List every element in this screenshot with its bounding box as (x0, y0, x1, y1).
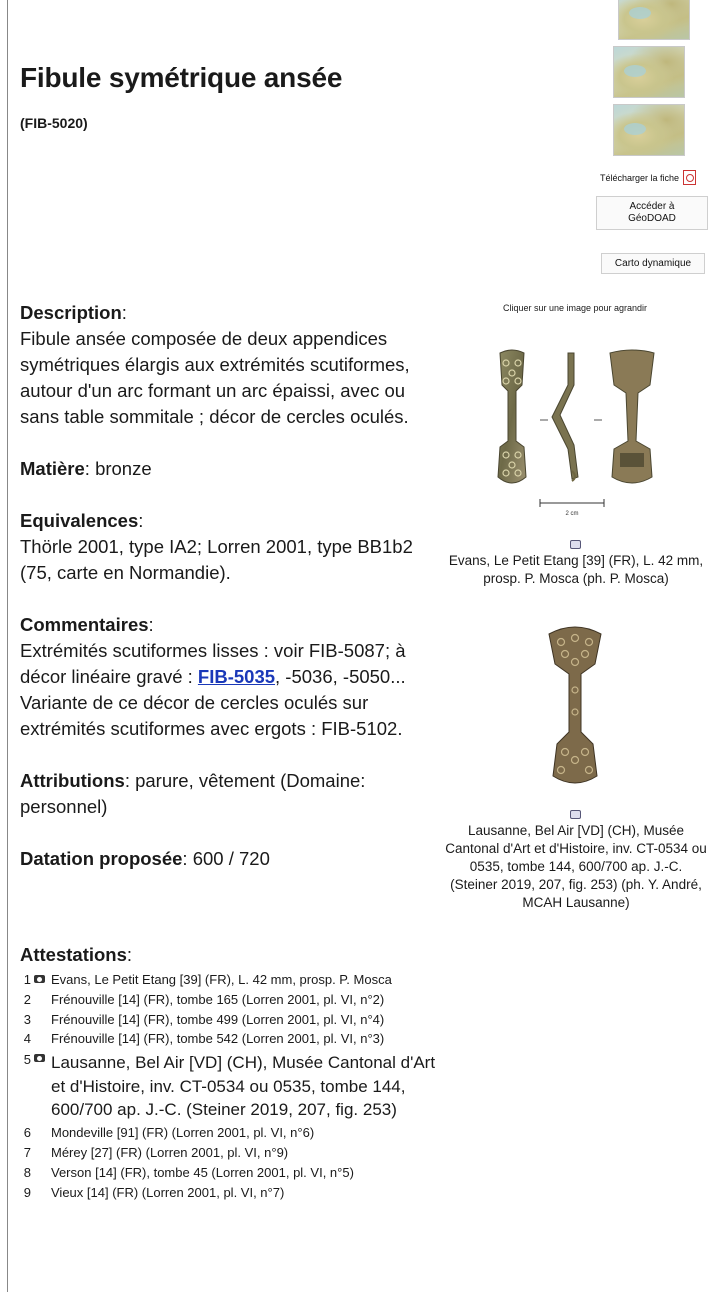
datation-text: 600 / 720 (192, 848, 270, 869)
attestation-number: 8 (23, 1165, 31, 1181)
attestation-icon-slot (31, 1165, 51, 1181)
equivalences-label: Equivalences (20, 510, 139, 531)
commentaires-text-after: , -5036, -5050... Variante de ce décor de cercles oculés sur extrémités scutiformes avec ergots : FIB-5102. (20, 666, 406, 739)
matiere-label: Matière (20, 458, 85, 479)
geodoad-button[interactable] (596, 196, 708, 230)
attestation-item[interactable] (20, 1125, 440, 1141)
camera-icon (34, 975, 45, 983)
attestation-icon-slot (31, 1145, 51, 1161)
attestation-number: 2 (23, 991, 31, 1007)
object-code: (FIB-5020) (20, 115, 88, 131)
attestation-number: 5 (23, 1052, 31, 1068)
camera-icon (34, 1054, 45, 1062)
attestation-icon-slot (31, 1012, 51, 1028)
description-text: Fibule ansée composée de deux appendices symétriques élargis aux extrémités scutiformes, autour d'un arc formant un arc épaissi, avec ou sans table sommitale ; décor de cercles oculés. (20, 328, 410, 427)
attestation-number: 1 (23, 972, 31, 987)
attestation-number: 7 (23, 1145, 31, 1161)
datation-section: Datation proposée: 600 / 720 (20, 848, 270, 869)
download-label[interactable]: Télécharger la fiche (599, 172, 679, 183)
attestation-number: 4 (23, 1031, 31, 1047)
attestation-number: 3 (23, 1011, 31, 1027)
geodoad-label-line2: GéoDOAD (628, 213, 676, 224)
description-label: Description (20, 302, 122, 323)
left-border (7, 0, 8, 1292)
matiere-section: Matière: bronze (20, 458, 152, 479)
attestation-item[interactable] (20, 1012, 440, 1028)
attestation-text: Evans, Le Petit Etang [39] (FR), L. 42 mm, prosp. P. Mosca (51, 972, 392, 987)
attestation-item[interactable] (20, 1165, 440, 1181)
equivalences-text: Thörle 2001, type IA2; Lorren 2001, type BB1b2 (75, carte en Normandie). (20, 536, 413, 583)
equivalences-section: Equivalences: Thörle 2001, type IA2; Lorren 2001, type BB1b2 (75, carte en Normandie). (20, 510, 413, 583)
page-title: Fibule symétrique ansée (20, 62, 343, 93)
geodoad-label-line1: Accéder à (629, 201, 675, 212)
attestation-text: Lausanne, Bel Air [VD] (CH), Musée Cantonal d'Art et d'Histoire, inv. CT-0534 ou 0535, tombe 144, 600/700 ap. J.-C. (Steiner 2019, 207, fig. 253) (51, 1053, 436, 1120)
attestation-item[interactable] (20, 1051, 440, 1122)
attestations-heading: Attestations: (20, 944, 133, 965)
attestation-item[interactable] (20, 1031, 440, 1047)
download-link[interactable] (600, 170, 696, 185)
attestation-item[interactable] (20, 992, 440, 1008)
attestation-number: 6 (23, 1125, 31, 1141)
attestation-text: Verson [14] (FR), tombe 45 (Lorren 2001, pl. VI, n°5) (51, 1165, 354, 1181)
carto-label: Carto dynamique (614, 257, 692, 269)
attestation-item[interactable] (20, 1145, 440, 1161)
scale-label: 2 cm (565, 511, 579, 517)
attestations-label: Attestations (20, 944, 127, 965)
attestation-icon-slot (31, 1031, 51, 1047)
description-section: Description: Fibule ansée composée de deux appendices symétriques élargis aux extrémités scutiformes, autour d'un arc formant un arc épaissi, avec ou sans table sommitale ; décor de cercles oculés. (20, 302, 410, 427)
click-hint: Cliquer sur une image pour agrandir (502, 303, 648, 313)
pdf-icon[interactable] (683, 170, 696, 185)
attestation-icon-slot (31, 1051, 51, 1122)
datation-label: Datation proposée (20, 848, 183, 869)
object-photo-evans[interactable] (482, 345, 662, 520)
map-thumbnail[interactable] (613, 104, 685, 156)
camera-icon (570, 540, 581, 549)
commentaires-label: Commentaires (20, 614, 149, 635)
attributions-section: Attributions: parure, vêtement (Domaine: personnel) (20, 770, 366, 817)
attestation-text: Frénouville [14] (FR), tombe 499 (Lorren 2001, pl. VI, n°4) (51, 1011, 385, 1027)
matiere-text: bronze (95, 458, 152, 479)
commentaires-section: Commentaires: Extrémités scutiformes lisses : voir FIB-5087; à décor linéaire gravé : FIB-5035, -5036, -5050... Variante de ce décor de cercles oculés sur extrémités scutiformes avec ergots : FIB-5102. (20, 614, 406, 739)
attributions-label: Attributions (20, 770, 125, 791)
attestation-number: 9 (23, 1184, 31, 1200)
image-caption-lausanne: Lausanne, Bel Air [VD] (CH), Musée Cantonal d'Art et d'Histoire, inv. CT-0534 ou 0535, tombe 144, 600/700 ap. J.-C. (Steiner 2019, 207, fig. 253) (ph. Y. André, MCAH Lausanne) (445, 823, 707, 910)
attestation-icon-slot (31, 992, 51, 1008)
attestation-text: Mérey [27] (FR) (Lorren 2001, pl. VI, n°9) (51, 1145, 289, 1161)
fib-5035-link[interactable]: FIB-5035 (197, 666, 276, 687)
attestation-item[interactable] (20, 972, 440, 988)
map-thumbnail[interactable] (613, 46, 685, 98)
attestation-text: Vieux [14] (FR) (Lorren 2001, pl. VI, n°7) (51, 1184, 285, 1200)
attestation-item[interactable] (20, 1185, 440, 1201)
attestation-text: Mondeville [91] (FR) (Lorren 2001, pl. VI, n°6) (51, 1125, 315, 1141)
image-caption-evans: Evans, Le Petit Etang [39] (FR), L. 42 mm, prosp. P. Mosca (ph. P. Mosca) (448, 553, 704, 586)
attestation-icon-slot (31, 972, 51, 988)
attributions-text: parure, vêtement (Domaine: personnel) (20, 770, 366, 817)
object-photo-lausanne[interactable] (535, 620, 615, 790)
attestation-icon-slot (31, 1125, 51, 1141)
attestation-icon-slot (31, 1185, 51, 1201)
attestation-text: Frénouville [14] (FR), tombe 165 (Lorren 2001, pl. VI, n°2) (51, 991, 385, 1007)
main-content (20, 300, 445, 898)
attestation-text: Frénouville [14] (FR), tombe 542 (Lorren 2001, pl. VI, n°3) (51, 1031, 385, 1047)
attestations-list (20, 972, 440, 1205)
commentaires-text-before: Extrémités scutiformes lisses : voir FIB-5087; à décor linéaire gravé : (20, 640, 406, 687)
camera-icon (570, 810, 581, 819)
carto-dynamique-button[interactable] (601, 253, 705, 274)
map-thumbnail[interactable] (618, 0, 690, 40)
